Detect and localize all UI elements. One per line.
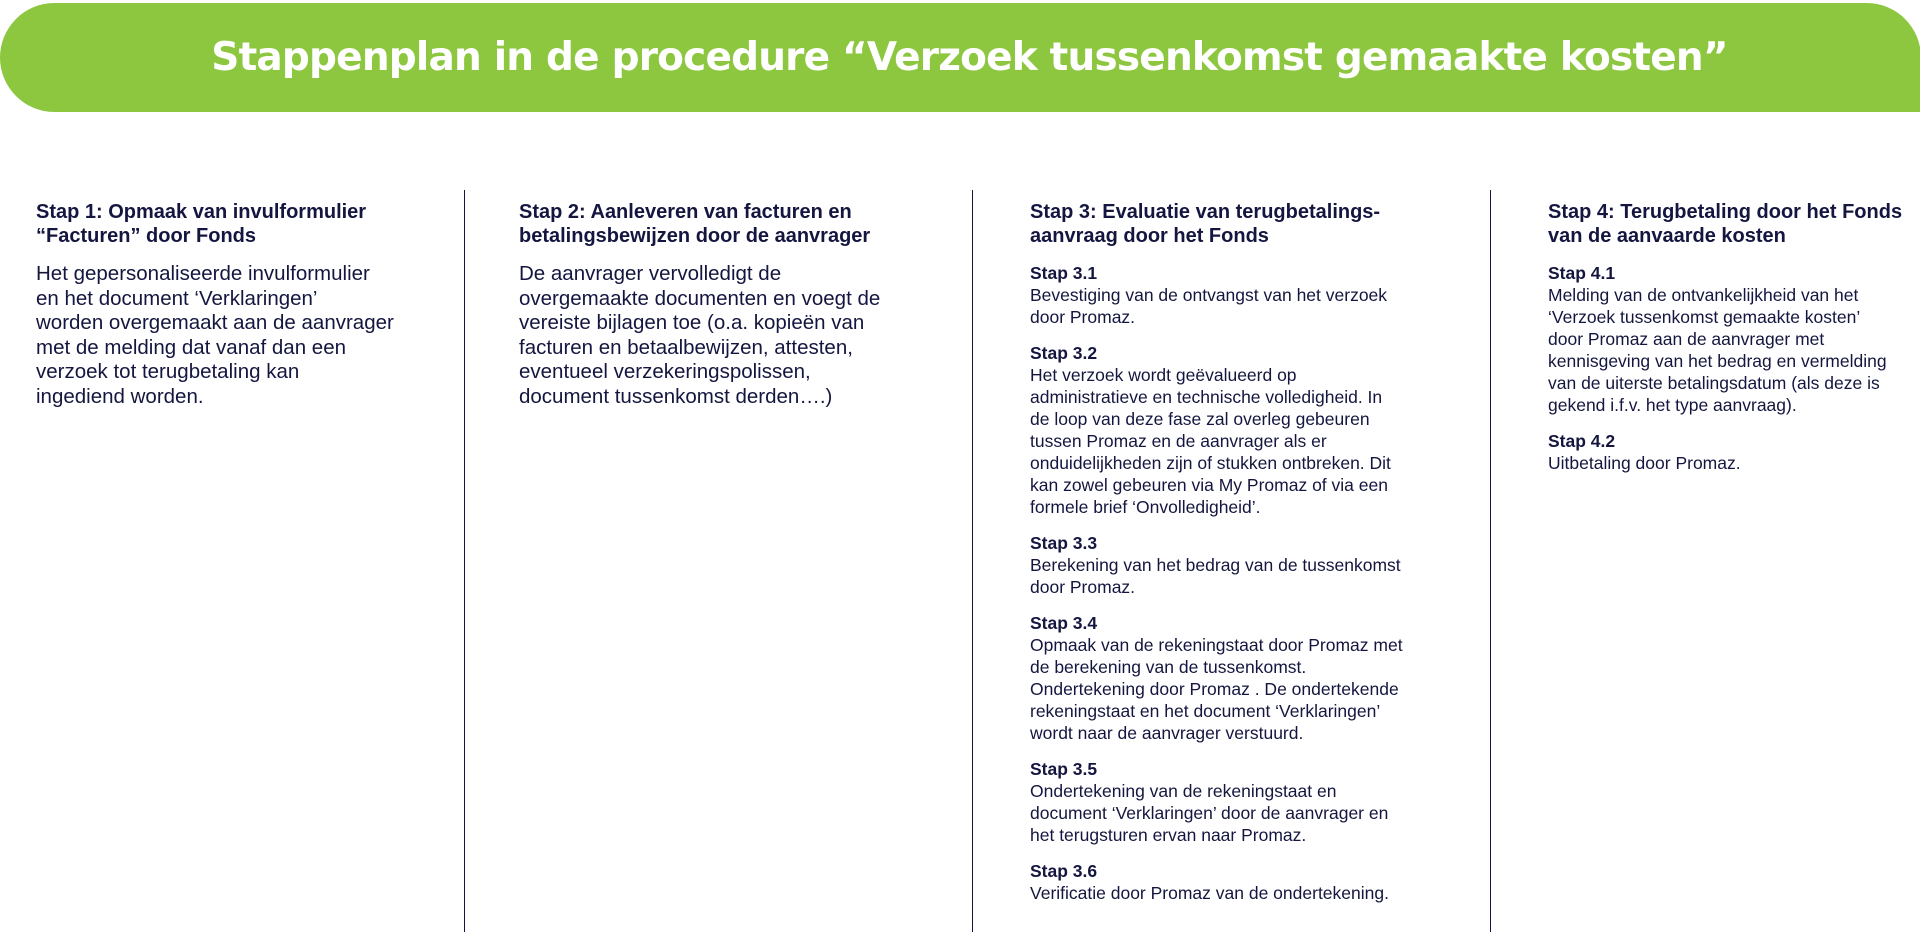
page-title: Stappenplan in de procedure “Verzoek tussenkomst gemaakte kosten” [211,35,1728,80]
step-2-title: Stap 2: Aanleveren van facturen en betalingsbewijzen door de aanvrager [519,201,871,247]
substep-3-5: Stap 3.5 Ondertekening van de rekeningstaat en document ‘Verklaringen’ door de aanvrager en het terugsturen ervan naar Promaz. [1030,759,1389,845]
substep-3-2: Stap 3.2 Het verzoek wordt geëvalueerd op administratieve en technische volledigheid. In de loop van deze fase zal overleg gebeuren tussen Promaz en de aanvrager als er onduidelijkheden zijn of stukken ontbreken. Dit kan zowel gebeuren via My Promaz of via een formele brief ‘Onvolledigheid’. [1030,343,1391,517]
step-3-title: Stap 3: Evaluatie van terugbetalings- aanvraag door het Fonds [1030,201,1381,247]
column-divider [1490,190,1491,932]
step-1-column [36,200,436,409]
step-2-column [519,200,939,409]
title-banner [0,3,1920,112]
step-3-column [1030,200,1450,904]
substep-4-2: Stap 4.2 Uitbetaling door Promaz. [1548,431,1741,473]
step-1-title: Stap 1: Opmaak van invulformulier “Facturen” door Fonds [36,201,367,247]
substep-4-1: Stap 4.1 Melding van de ontvankelijkheid van het ‘Verzoek tussenkomst gemaakte kosten’ door Promaz aan de aanvrager met kennisgeving van het bedrag en vermelding van de uiterste betalingsdatum (als deze is gekend i.f.v. het type aanvraag). [1548,263,1887,415]
column-divider [464,190,465,932]
substep-3-1: Stap 3.1 Bevestiging van de ontvangst van het verzoek door Promaz. [1030,263,1388,327]
step-4-column [1548,200,1920,474]
substep-3-6: Stap 3.6 Verificatie door Promaz van de ondertekening. [1030,861,1389,903]
step-4-title: Stap 4: Terugbetaling door het Fonds van de aanvaarde kosten [1548,201,1903,247]
step-1-body: Het gepersonaliseerde invulformulier en het document ‘Verklaringen’ worden overgemaakt aan de aanvrager met de melding dat vanaf dan een verzoek tot terugbetaling kan ingediend worden. [36,262,394,408]
substep-3-3: Stap 3.3 Berekening van het bedrag van de tussenkomst door Promaz. [1030,533,1401,597]
substep-3-4: Stap 3.4 Opmaak van de rekeningstaat door Promaz met de berekening van de tussenkomst. Ondertekening door Promaz . De ondertekende rekeningstaat en het document ‘Verklaringen’ wordt naar de aanvrager verstuurd. [1030,613,1403,743]
column-divider [972,190,973,932]
step-2-body: De aanvrager vervolledigt de overgemaakte documenten en voegt de vereiste bijlagen toe (o.a. kopieën van facturen en betaalbewijzen, attesten, eventueel verzekeringspolissen, document tussenkomst derden….) [519,262,881,408]
